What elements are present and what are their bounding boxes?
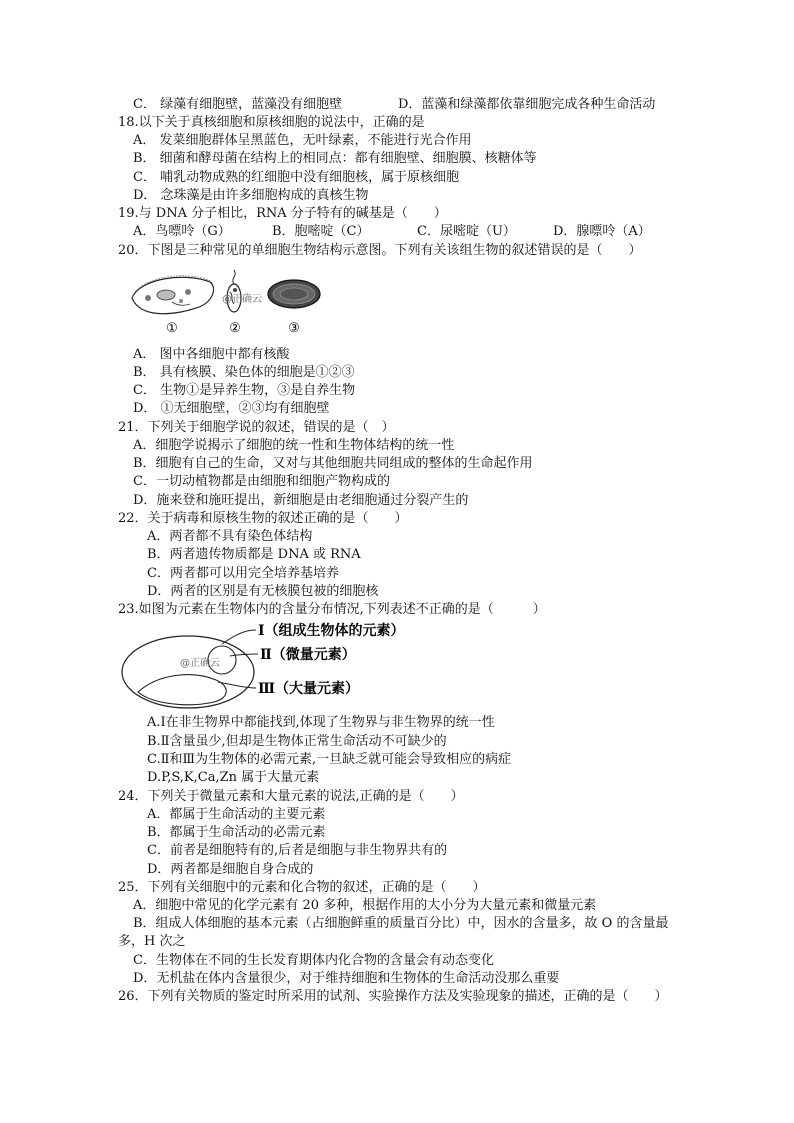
- q25-option-b-cont: 多，H 次之: [118, 934, 186, 949]
- q20-option-d: D． ①无细胞壁，②③均有细胞壁: [133, 401, 330, 416]
- q20-option-b: B． 具有核膜、染色体的细胞是①②③: [133, 365, 355, 380]
- q23-option-d: D.P,S,K,Ca,Zn 属于大量元素: [147, 770, 320, 785]
- label-i: Ⅰ（组成生物体的元素）: [258, 623, 405, 639]
- q22-option-d: D．两者的区别是有无核膜包被的细胞核: [147, 584, 379, 599]
- q25-option-a: A．细胞中常见的化学元素有 20 多种，根据作用的大小分为大量元素和微量元素: [133, 898, 597, 913]
- organism-3-icon: [268, 280, 320, 308]
- q18-option-a: A． 发菜细胞群体呈黑蓝色，无叶绿素，不能进行光合作用: [133, 133, 472, 148]
- q22-option-b: B．两者遗传物质都是 DNA 或 RNA: [147, 547, 361, 562]
- q25-option-d: D．无机盐在体内含量很少，对于维持细胞和生物体的生命活动没那么重要: [133, 971, 560, 986]
- q24-option-d: D．两者都是细胞自身合成的: [147, 862, 314, 877]
- q17-option-c: C． 绿藻有细胞壁，蓝藻没有细胞壁: [133, 97, 343, 112]
- q19-option-b: B．胞嘧啶（C）: [272, 224, 370, 239]
- q21-stem: 21．下列关于细胞学说的叙述，错误的是（ ）: [118, 420, 395, 435]
- q21-option-c: C．一切动植物都是由细胞和细胞产物构成的: [133, 474, 390, 489]
- q25-option-b: B．组成人体细胞的基本元素（占细胞鲜重的质量百分比）中，因水的含量多，故 O 的含量最: [133, 916, 669, 931]
- organism-3-label: ③: [288, 321, 300, 336]
- region-iii-shape: [138, 675, 226, 705]
- q23-option-c: C.Ⅱ和Ⅲ为生物体的必需元素,一旦缺乏就可能会导致相应的病症: [147, 752, 512, 767]
- q21-option-b: B．细胞有自己的生命，又对与其他细胞共同组成的整体的生命起作用: [133, 456, 533, 471]
- q24-option-a: A．都属于生命活动的主要元素: [147, 807, 326, 822]
- q19-option-d: D．腺嘌呤（A）: [553, 224, 651, 239]
- ellipse-i-shape: [122, 636, 254, 708]
- label-ii: Ⅱ（微量元素）: [260, 647, 356, 663]
- q23-stem: 23.如图为元素在生物体内的含量分布情况,下列表述不正确的是（ ）: [118, 602, 546, 617]
- q22-option-a: A．两者都不具有染色体结构: [147, 529, 313, 544]
- q20-organisms-figure: [126, 268, 336, 340]
- q22-stem: 22．关于病毒和原核生物的叙述正确的是（ ）: [118, 511, 408, 526]
- q21-option-d: D．施来登和施旺提出，新细胞是由老细胞通过分裂产生的: [133, 493, 469, 508]
- q20-option-a: A． 图中各细胞中都有核酸: [133, 347, 290, 362]
- organism-1-label: ①: [166, 321, 178, 336]
- q24-stem: 24．下列关于微量元素和大量元素的说法,正确的是（ ）: [118, 789, 464, 804]
- organism-1-icon: [132, 276, 214, 314]
- q26-stem: 26．下列有关物质的鉴定时所采用的试剂、实验操作方法及实验现象的描述，正确的是（ ）: [118, 989, 668, 1004]
- organism-2-label: ②: [229, 321, 241, 336]
- q24-option-b: B．都属于生命活动的必需元素: [147, 825, 326, 840]
- q23-option-b: B.Ⅱ含量虽少,但却是生物体正常生命活动不可缺少的: [147, 734, 447, 749]
- q18-option-b: B． 细菌和酵母菌在结构上的相同点：都有细胞壁、细胞膜、核糖体等: [133, 151, 537, 166]
- q19-option-a: A．鸟嘌呤（G）: [133, 224, 231, 239]
- q25-option-c: C．生物体在不同的生长发育期体内化合物的含量会有动态变化: [133, 953, 494, 968]
- q20-watermark: @正确云: [222, 294, 262, 305]
- q24-option-c: C．前者是细胞特有的,后者是细胞与非生物界共有的: [147, 843, 448, 858]
- q18-stem: 18.以下关于真核细胞和原核细胞的说法中，正确的是: [118, 115, 425, 130]
- label-iii: Ⅲ（大量元素）: [258, 681, 360, 697]
- q19-stem: 19.与 DNA 分子相比，RNA 分子特有的碱基是（ ）: [118, 206, 447, 221]
- q18-option-c: C． 哺乳动物成熟的红细胞中没有细胞核，属于原核细胞: [133, 170, 460, 185]
- q17-option-d: D．蓝藻和绿藻都依靠细胞完成各种生命活动: [398, 97, 656, 112]
- q23-option-a: A.Ⅰ在非生物界中都能找到,体现了生物界与非生物界的统一性: [147, 715, 495, 730]
- q20-option-c: C． 生物①是异养生物，③是自养生物: [133, 383, 356, 398]
- q21-option-a: A．细胞学说揭示了细胞的统一性和生物体结构的统一性: [133, 438, 455, 453]
- q18-option-d: D． 念珠藻是由许多细胞构成的真核生物: [133, 188, 369, 203]
- organism-2-icon: [227, 270, 241, 312]
- q20-stem: 20．下图是三种常见的单细胞生物结构示意图。下列有关该组生物的叙述错误的是（ ）: [118, 243, 642, 258]
- q23-elements-diagram: [118, 618, 408, 714]
- q25-stem: 25．下列有关细胞中的元素和化合物的叙述，正确的是（ ）: [118, 880, 486, 895]
- q22-option-c: C．两者都可以用完全培养基培养: [147, 566, 339, 581]
- q19-option-c: C．尿嘧啶（U）: [417, 224, 516, 239]
- q23-watermark: @正确云: [180, 658, 220, 669]
